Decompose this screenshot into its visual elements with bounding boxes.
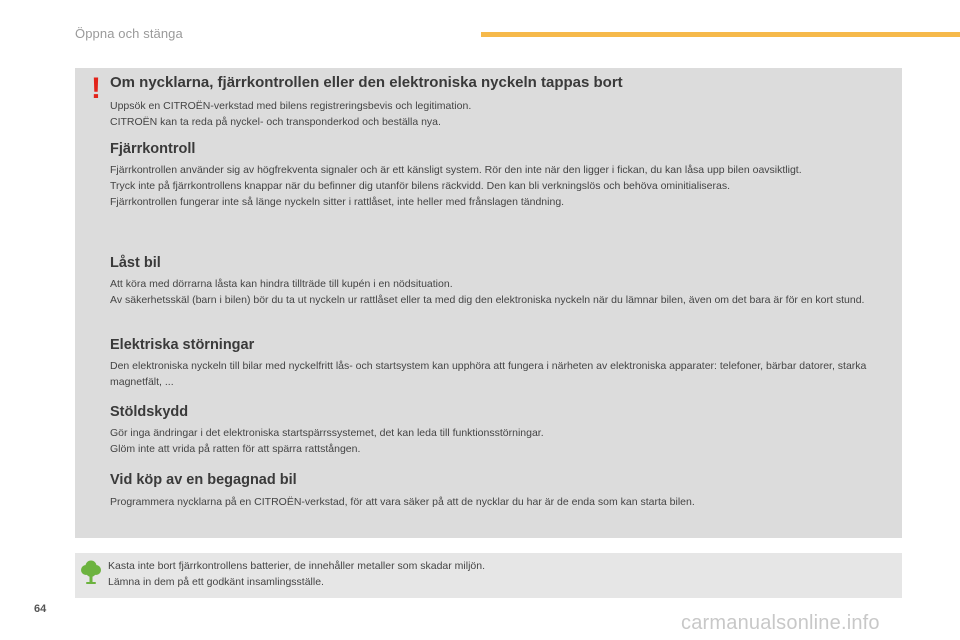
section-remote [110,141,885,210]
warning-box [75,68,902,538]
section-anti-theft [110,404,885,457]
section-title: Fjärrkontroll [110,141,196,157]
exclamation-icon: ! [91,72,101,105]
watermark: carmanualsonline.info [681,612,880,634]
section-paragraph: Programmera nycklarna på en CITROËN-verkstad, för att vara säker på att de nycklar du har är de enda som kan starta bilen. [110,496,695,508]
section-paragraph: Tryck inte på fjärrkontrollens knappar när du befinner dig utanför bilens räckvidd. Den kan bli verkningslös och behöva ominitialiseras. [110,180,731,192]
section-electrical-interference [110,337,885,390]
intro-block [110,98,885,130]
page-header-title: Öppna och stänga [75,26,183,41]
intro-paragraph: CITROËN kan ta reda på nyckel- och transponderkod och beställa nya. [110,116,441,128]
section-locked-car [110,255,885,308]
section-paragraph: Fjärrkontrollen fungerar inte så länge nyckeln sitter i rattlåset, inte heller med frånslagen tändning. [110,196,565,208]
section-paragraph: Glöm inte att vrida på ratten för att spärra rattstången. [110,443,361,455]
section-title: Stöldskydd [110,404,189,420]
warning-title: Om nycklarna, fjärrkontrollen eller den elektroniska nyckeln tappas bort [110,74,623,91]
section-title: Låst bil [110,255,161,271]
tip-line: Kasta inte bort fjärrkontrollens batterier, de innehåller metaller som skadar miljön. [108,560,486,572]
tip-text [108,558,888,590]
section-paragraph: Att köra med dörrarna låsta kan hindra tillträde till kupén i en nödsituation. [110,278,453,290]
header-accent-bar [481,32,960,37]
page-number: 64 [34,603,47,615]
section-title: Vid köp av en begagnad bil [110,472,297,488]
tree-icon [81,559,101,585]
section-used-car [110,472,885,510]
section-paragraph: Fjärrkontrollen använder sig av högfrekventa signaler och är ett känsligt system. Rör den inte när den ligger i fickan, du kan låsa upp bilen oavsiktligt. [110,164,802,176]
intro-paragraph: Uppsök en CITROËN-verkstad med bilens registreringsbevis och legitimation. [110,100,472,112]
section-title: Elektriska störningar [110,337,255,353]
section-paragraph: Gör inga ändringar i det elektroniska startspärrssystemet, det kan leda till funktionsstörningar. [110,427,544,439]
section-paragraph: Den elektroniska nyckeln till bilar med nyckelfritt lås- och startsystem kan upphöra att fungera i närheten av elektroniska apparater: telefoner, bärbar datorer, starka magnetfält, ... [110,360,867,388]
tip-line: Lämna in dem på ett godkänt insamlingsställe. [108,576,324,588]
environment-tip-box [75,553,902,598]
section-paragraph: Av säkerhetsskäl (barn i bilen) bör du ta ut nyckeln ur rattlåset eller ta med dig den elektroniska nyckeln när du lämnar bilen, även om det bara är för en kort stund. [110,294,865,306]
